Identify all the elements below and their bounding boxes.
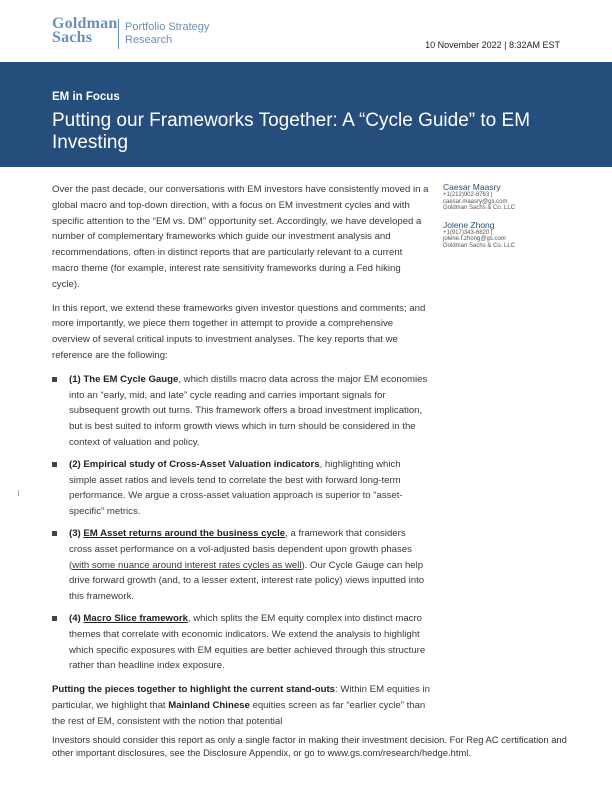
framework-link[interactable]: EM Asset returns around the business cycle (83, 527, 286, 539)
bullet-square-icon (52, 462, 57, 467)
list-item: (4) Macro Slice framework, which splits the EM equity complex into distinct macro themes that correlate with economic indicators. We extend the analysis to highlight which specific exposures with EM equities are better achieved through this structure rather than headline index exposure. (52, 611, 430, 674)
author-sidebar (443, 182, 563, 258)
goldman-sachs-logo: Goldman Sachs (52, 15, 118, 46)
list-item: (2) Empirical study of Cross-Asset Valuation indicators, highlighting which simple asset ratios and levels tend to correlate the best with forward long-term performance. We argue a cross-asset valuation approach is superior to “asset-specific” metrics. (52, 457, 430, 520)
bullet-square-icon (52, 616, 57, 621)
intro-paragraph: Over the past decade, our conversations with EM investors have consistently moved in a global macro and top-down direction, with a focus on EM investment cycles and with specific attention to the “EM vs. DM” opportunity set. Accordingly, we have developed a number of complementary frameworks which guide our investment analysis and recommendations, often in distinct reports that are particularly relevant to a current macro theme (for example, interest rate sensitivity frameworks during a Fed hiking cycle). (52, 184, 429, 290)
framework-name: The EM Cycle Gauge (83, 373, 179, 385)
list-item: (3) EM Asset returns around the business cycle, a framework that considers cross asset performance on a vol-adjusted basis dependent upon growth phases (with some nuance around interest rates cycles as well). Our Cycle Gauge can help drive forward growth (and, to a lesser extent, interest rate policy) views inputted into this framework. (52, 526, 430, 605)
list-item: (1) The EM Cycle Gauge, which distills macro data across the major EM economies into an “early, mid, and late” cycle reading and carries important signals for subsequent growth out turns. This framework offers a broad investment implication, but is best suited to inform growth views which in turn should be considered in the context of valuation and policy. (52, 372, 430, 451)
margin-mark (18, 490, 19, 496)
framework-name: Empirical study of Cross-Asset Valuation indicators (83, 458, 320, 470)
series-kicker: EM in Focus (52, 91, 120, 103)
division-name: Portfolio Strategy Research (125, 21, 210, 46)
publish-date: 10 November 2022 | 8:32AM EST (425, 40, 560, 50)
page-header (0, 0, 612, 62)
author-email[interactable]: caesar.maasry@gs.com (443, 198, 508, 205)
disclosure-footer: Investors should consider this report as only a single factor in making their investment decision. For Reg AC certification and other important disclosures, see the Disclosure Appendix, or go to www.gs.com/research/hedge.html. (52, 734, 567, 758)
logo-divider (118, 19, 119, 49)
author-card: Caesar Maasry +1(212)902-8763 | caesar.maasry@gs.com Goldman Sachs & Co. LLC (443, 182, 563, 212)
bullet-square-icon (52, 531, 57, 536)
scope-paragraph: In this report, we extend these frameworks given investor questions and comments; and more importantly, we piece them together in attempt to provide a comprehensive overview of several critical inputs to investment analyses. The key reports that we reference are the following: (52, 302, 426, 361)
framework-list (52, 372, 430, 674)
report-title: Putting our Frameworks Together: A “Cycle Guide” to EM Investing (52, 110, 531, 153)
author-name[interactable]: Caesar Maasry (443, 182, 501, 192)
author-email[interactable]: jolene.f.zhong@gs.com (443, 236, 506, 243)
interest-rate-cycles-link[interactable]: with some nuance around interest rates cycles as well (72, 559, 302, 571)
bullet-square-icon (52, 377, 57, 382)
report-body (52, 182, 430, 738)
standouts-paragraph: Putting the pieces together to highlight the current stand-outs: Within EM equities in particular, we highlight that Mainland Chinese equities screen as far “earlier cycle” than the rest of EM, consistent with the notion that potential (52, 684, 430, 727)
author-card: Jolene Zhong +1(917)343-6820 | jolene.f.zhong@gs.com Goldman Sachs & Co. LLC (443, 220, 563, 250)
framework-link[interactable]: Macro Slice framework (83, 612, 188, 624)
author-name[interactable]: Jolene Zhong (443, 219, 495, 230)
